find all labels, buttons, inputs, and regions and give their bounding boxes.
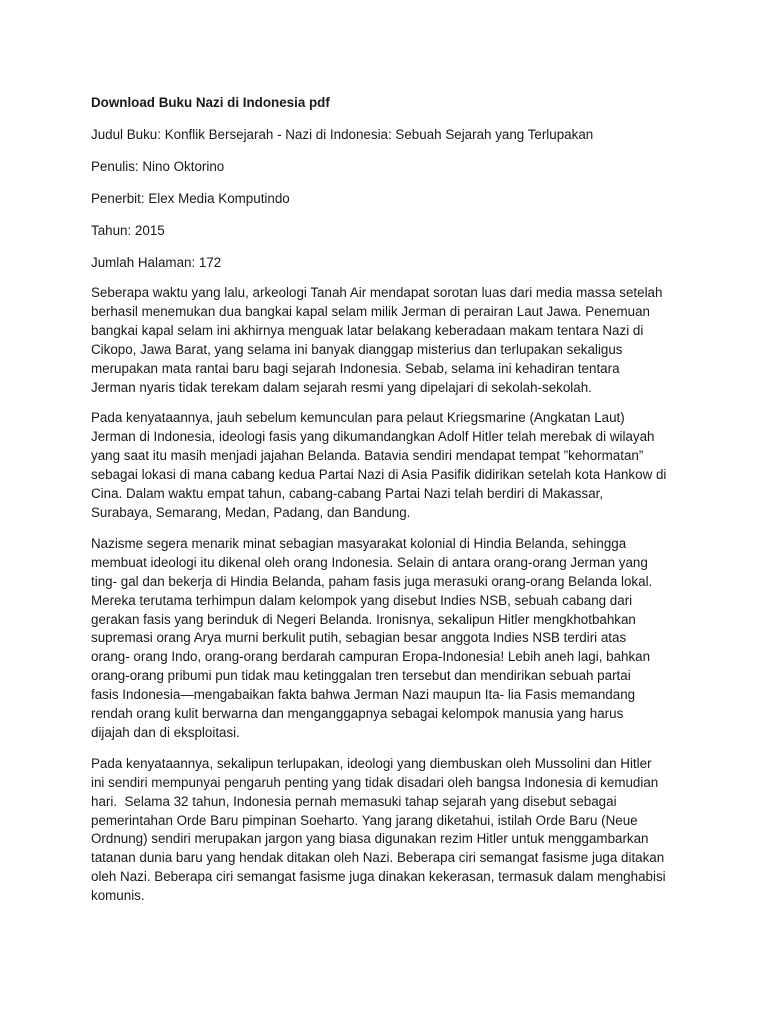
paragraph-1	[91, 284, 681, 397]
paragraph-line: Mereka terutama terhimpun dalam kelompok yang disebut Indies NSB, sebuah cabang dari	[91, 592, 633, 608]
paragraph-line: komunis.	[91, 888, 145, 904]
document-page	[91, 94, 681, 918]
paragraph-line: Pada kenyataannya, sekalipun terlupakan, ideologi yang diembuskan oleh Mussolini dan Hitler	[91, 755, 652, 771]
paragraph-line: orang-orang pribumi pun tidak mau ketinggalan tren tersebut dan mendirikan sebuah partai	[91, 668, 631, 684]
paragraph-line: Pada kenyataannya, jauh sebelum kemunculan para pelaut Kriegsmarine (Angkatan Laut)	[91, 410, 625, 426]
paragraph-line: bangkai kapal selam ini akhirnya menguak latar belakang keberadaan makam tentara Nazi di	[91, 322, 644, 338]
paragraph-3	[91, 535, 681, 743]
paragraph-line: oleh Nazi. Beberapa ciri semangat fasisme juga dinakan kekerasan, termasuk dalam menghabisi	[91, 869, 666, 885]
paragraph-line: Cikopo, Jawa Barat, yang selama ini banyak dianggap misterius dan terlupakan sekaligus	[91, 341, 623, 357]
paragraph-4	[91, 755, 681, 906]
paragraph-line: gerakan fasis yang berinduk di Negeri Belanda. Ironisnya, sekalipun Hitler mengkhotbahkan	[91, 611, 636, 627]
paragraph-line: tatanan dunia baru yang hendak ditakan oleh Nazi. Beberapa ciri semangat fasisme juga ditakan	[91, 850, 665, 866]
paragraph-line: ini sendiri mempunyai pengaruh penting yang tidak disadari oleh bangsa Indonesia di kemudian	[91, 774, 659, 790]
page-count-field: Jumlah Halaman: 172	[91, 255, 222, 270]
paragraph-line: Jerman di Indonesia, ideologi fasis yang dikumandangkan Adolf Hitler telah merebak di wilayah	[91, 429, 655, 445]
paragraph-line: hari. Selama 32 tahun, Indonesia pernah memasuki tahap sejarah yang disebut sebagai	[91, 793, 617, 809]
document-title: Download Buku Nazi di Indonesia pdf	[91, 95, 330, 110]
book-title-field: Judul Buku: Konflik Bersejarah - Nazi di Indonesia: Sebuah Sejarah yang Terlupakan	[91, 127, 594, 142]
paragraph-2	[91, 409, 681, 522]
paragraph-line: orang- orang Indo, orang-orang berdarah campuran Eropa-Indonesia! Lebih aneh lagi, bahkan	[91, 649, 651, 665]
paragraph-line: ting- gal dan bekerja di Hindia Belanda, paham fasis juga merasuki orang-orang Belanda lokal.	[91, 573, 653, 589]
year-field: Tahun: 2015	[91, 223, 165, 238]
paragraph-line: supremasi orang Arya murni berkulit putih, sebagian besar anggota Indies NSB terdiri atas	[91, 630, 627, 646]
paragraph-line: berhasil menemukan dua bangkai kapal selam milik Jerman di perairan Laut Jawa. Penemuan	[91, 303, 650, 319]
author-field: Penulis: Nino Oktorino	[91, 159, 225, 174]
paragraph-line: fasis Indonesia—mengabaikan fakta bahwa Jerman Nazi maupun Ita- lia Fasis memandang	[91, 687, 636, 703]
paragraph-line: Ordnung) sendiri merupakan jargon yang biasa digunakan rezim Hitler untuk menggambarkan	[91, 831, 649, 847]
paragraph-line: Seberapa waktu yang lalu, arkeologi Tanah Air mendapat sorotan luas dari media massa setelah	[91, 285, 663, 300]
paragraph-line: pemerintahan Orde Baru pimpinan Soeharto. Yang jarang diketahui, istilah Orde Baru (Neue	[91, 812, 638, 828]
paragraph-line: Surabaya, Semarang, Medan, Padang, dan Bandung.	[91, 504, 411, 520]
paragraph-line: sebagai lokasi di mana cabang kedua Partai Nazi di Asia Pasifik didirikan setelah kota Hankow di	[91, 467, 667, 483]
paragraph-line: rendah orang kulit berwarna dan menganggapnya sebagai kelompok manusia yang harus	[91, 706, 624, 722]
paragraph-line: dijajah dan di eksploitasi.	[91, 724, 240, 740]
paragraph-line: Cina. Dalam waktu empat tahun, cabang-cabang Partai Nazi telah berdiri di Makassar,	[91, 486, 604, 502]
paragraph-line: membuat ideologi itu dikenal oleh orang Indonesia. Selain di antara orang-orang Jerman yang	[91, 554, 648, 570]
paragraph-line: Jerman nyaris tidak terekam dalam sejarah resmi yang dipelajari di sekolah-sekolah.	[91, 379, 592, 395]
publisher-field: Penerbit: Elex Media Komputindo	[91, 191, 290, 206]
paragraph-line: merupakan mata rantai baru bagi sejarah Indonesia. Sebab, selama ini kehadiran tentara	[91, 360, 620, 376]
paragraph-line: yang saat itu masih menjadi jajahan Belanda. Batavia sendiri mendapat tempat ”kehormatan”	[91, 448, 644, 464]
paragraph-line: Nazisme segera menarik minat sebagian masyarakat kolonial di Hindia Belanda, sehingga	[91, 535, 627, 551]
